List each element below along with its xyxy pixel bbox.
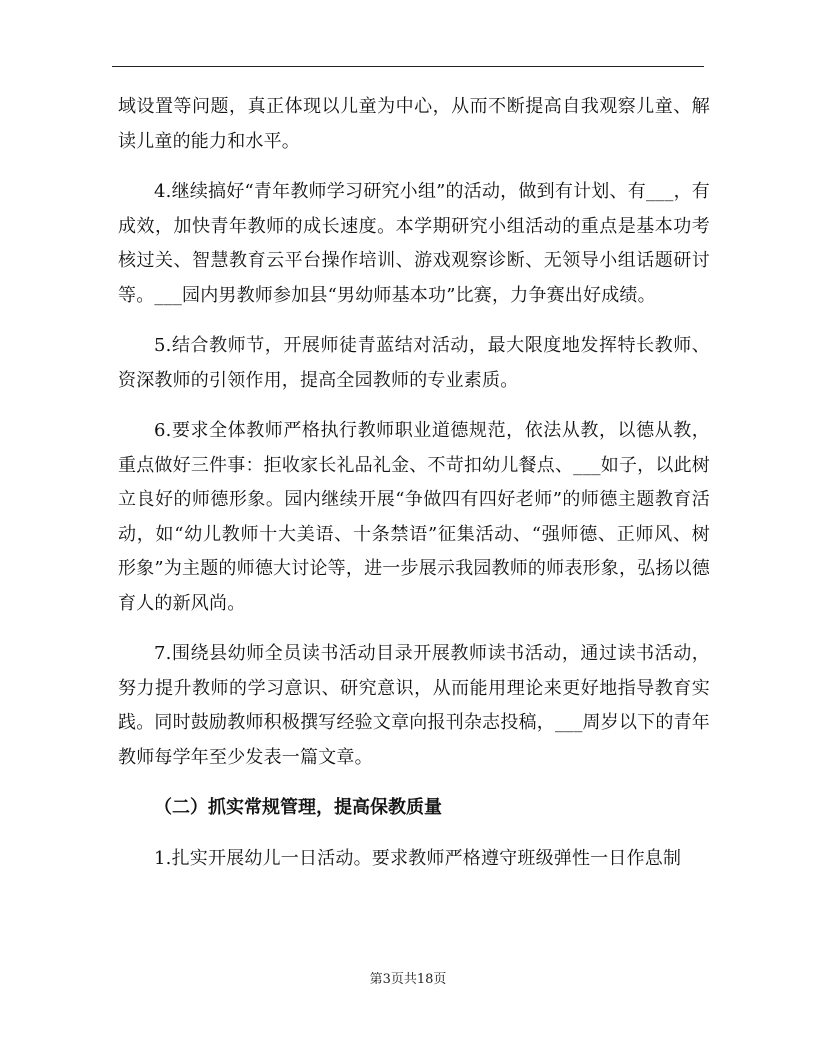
- paragraph-item-7: 7.围绕县幼师全员读书活动目录开展教师读书活动，通过读书活动，努力提升教师的学习意识、研究意识，从而能用理论来更好地指导教育实践。同时鼓励教师积极撰写经验文章向报刊杂志投稿，___周岁以下的青年教师每学年至少发表一篇文章。: [118, 643, 710, 768]
- paragraph-section2-item-1: 1.扎实开展幼儿一日活动。要求教师严格遵守班级弹性一日作息制: [154, 847, 682, 869]
- paragraph-item-5: 5.结合教师节，开展师徒青蓝结对活动，最大限度地发挥特长教师、资深教师的引领作用，提高全园教师的专业素质。: [118, 335, 710, 391]
- section-heading: （二）抓实常规管理，提高保教质量: [154, 797, 442, 818]
- document-body: [118, 90, 710, 892]
- paragraph-continuation: 域设置等问题，真正体现以儿童为中心，从而不断提高自我观察儿童、解读儿童的能力和水平。: [118, 96, 710, 152]
- header-rule: [112, 66, 704, 67]
- page-number-footer: 第3页共18页: [369, 972, 447, 987]
- paragraph-item-4: 4.继续搞好“青年教师学习研究小组”的活动，做到有计划、有___，有成效，加快青年教师的成长速度。本学期研究小组活动的重点是基本功考核过关、智慧教育云平台操作培训、游戏观察诊断、无领导小组话题研讨等。___园内男教师参加县“男幼师基本功”比赛，力争赛出好成绩。: [118, 181, 710, 306]
- paragraph-item-6: 6.要求全体教师严格执行教师职业道德规范，依法从教，以德从教，重点做好三件事：拒收家长礼品礼金、不苛扣幼儿餐点、___如子，以此树立良好的师德形象。园内继续开展“争做四有四好老师”的师德主题教育活动，如“幼儿教师十大美语、十条禁语”征集活动、“强师德、正师风、树形象”为主题的师德大讨论等，进一步展示我园教师的师表形象，弘扬以德育人的新风尚。: [118, 420, 710, 614]
